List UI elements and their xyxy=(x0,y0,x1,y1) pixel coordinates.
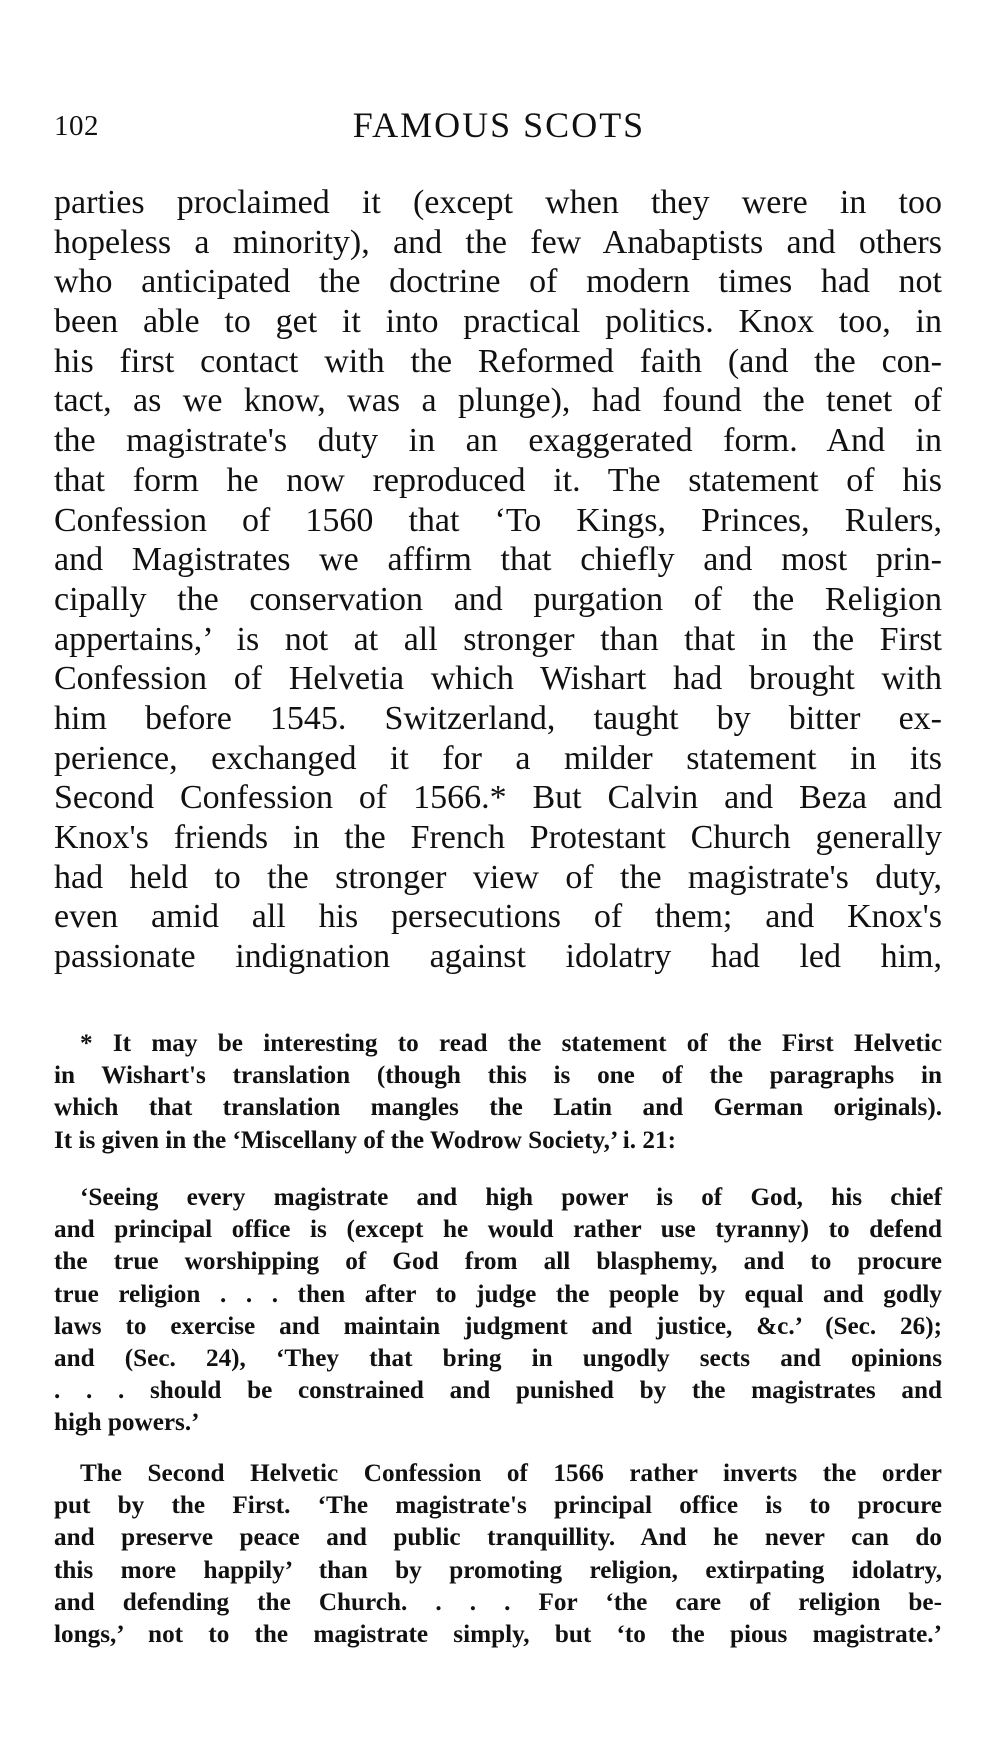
main-text-line: and Magistrates we affirm that chiefly and most prin- xyxy=(54,541,942,579)
main-text-line: Confession of 1560 that ‘To Kings, Princes, Rulers, xyxy=(54,501,942,539)
footnote-paragraph-2 xyxy=(54,1182,942,1440)
main-text-line: his first contact with the Reformed faith (and the con- xyxy=(54,342,942,380)
footnote-line: put by the First. ‘The magistrate's principal office is to procure xyxy=(54,1492,942,1520)
main-text-line: tact, as we know, was a plunge), had found the tenet of xyxy=(54,382,942,420)
main-text-line: him before 1545. Switzerland, taught by bitter ex- xyxy=(54,699,942,737)
main-text-line: been able to get it into practical politics. Knox too, in xyxy=(54,303,942,341)
main-text-line: perience, exchanged it for a milder statement in its xyxy=(54,739,942,777)
footnote-line: and (Sec. 24), ‘They that bring in ungodly sects and opinions xyxy=(54,1344,942,1372)
footnote-line: high powers.’ xyxy=(54,1409,200,1437)
footnote-line: and principal office is (except he would rather use tyranny) to defend xyxy=(54,1216,942,1244)
main-text-line: appertains,’ is not at all stronger than that in the First xyxy=(54,620,942,658)
main-text-line: cipally the conservation and purgation of the Religion xyxy=(54,580,942,618)
main-text-line: passionate indignation against idolatry had led him, xyxy=(54,938,942,976)
footnote-line-text: ‘Seeing every magistrate and high power is of God, his chief xyxy=(80,1184,942,1211)
footnote-line-text: * It may be interesting to read the statement of the First Helvetic xyxy=(80,1030,942,1057)
footnote-line: laws to exercise and maintain judgment and justice, &c.’ (Sec. 26); xyxy=(54,1312,942,1340)
running-head xyxy=(54,104,944,148)
main-text-line: Knox's friends in the French Protestant Church generally xyxy=(54,819,942,856)
footnote-line: and defending the Church. . . . For ‘the care of religion be- xyxy=(54,1588,942,1616)
footnote-line: this more happily’ than by promoting religion, extirpating idolatry, xyxy=(54,1556,942,1584)
main-text-line: even amid all his persecutions of them; and Knox's xyxy=(54,898,942,936)
main-text-line: parties proclaimed it (except when they were in too xyxy=(54,184,942,221)
footnote-paragraph-1 xyxy=(54,1028,942,1157)
running-title: FAMOUS SCOTS xyxy=(352,105,646,145)
footnote-line: . . . should be constrained and punished by the magistrates and xyxy=(54,1377,942,1405)
main-text-line: who anticipated the doctrine of modern times had not xyxy=(54,263,942,301)
footnote-line xyxy=(54,1028,942,1060)
footnote-paragraph-3 xyxy=(54,1458,942,1651)
page-number: 102 xyxy=(54,110,99,142)
footnote-line: which that translation mangles the Latin and German originals). xyxy=(54,1094,942,1122)
footnote-line: in Wishart's translation (though this is one of the paragraphs in xyxy=(54,1062,942,1090)
main-text-line: the magistrate's duty in an exaggerated form. And in xyxy=(54,422,942,460)
footnote-line: and preserve peace and public tranquillity. And he never can do xyxy=(54,1524,942,1552)
footnote-line xyxy=(54,1182,942,1214)
footnote-line: longs,’ not to the magistrate simply, but ‘to the pious magistrate.’ xyxy=(54,1620,942,1648)
footnote-line: true religion . . . then after to judge the people by equal and godly xyxy=(54,1280,942,1308)
main-text-line: that form he now reproduced it. The statement of his xyxy=(54,461,942,499)
main-text-line: had held to the stronger view of the magistrate's duty, xyxy=(54,858,942,896)
footnote-line: It is given in the ‘Miscellany of the Wodrow Society,’ i. 21: xyxy=(54,1126,676,1154)
main-text-line: Confession of Helvetia which Wishart had brought with xyxy=(54,660,942,698)
footnote-line: the true worshipping of God from all blasphemy, and to procure xyxy=(54,1248,942,1276)
main-text xyxy=(54,183,942,977)
main-text-line: hopeless a minority), and the few Anabaptists and others xyxy=(54,223,942,261)
main-text-line: Second Confession of 1566.* But Calvin and Beza and xyxy=(54,779,942,817)
footnote-line xyxy=(54,1458,942,1490)
footnote-line-text: The Second Helvetic Confession of 1566 rather inverts the order xyxy=(80,1460,942,1487)
